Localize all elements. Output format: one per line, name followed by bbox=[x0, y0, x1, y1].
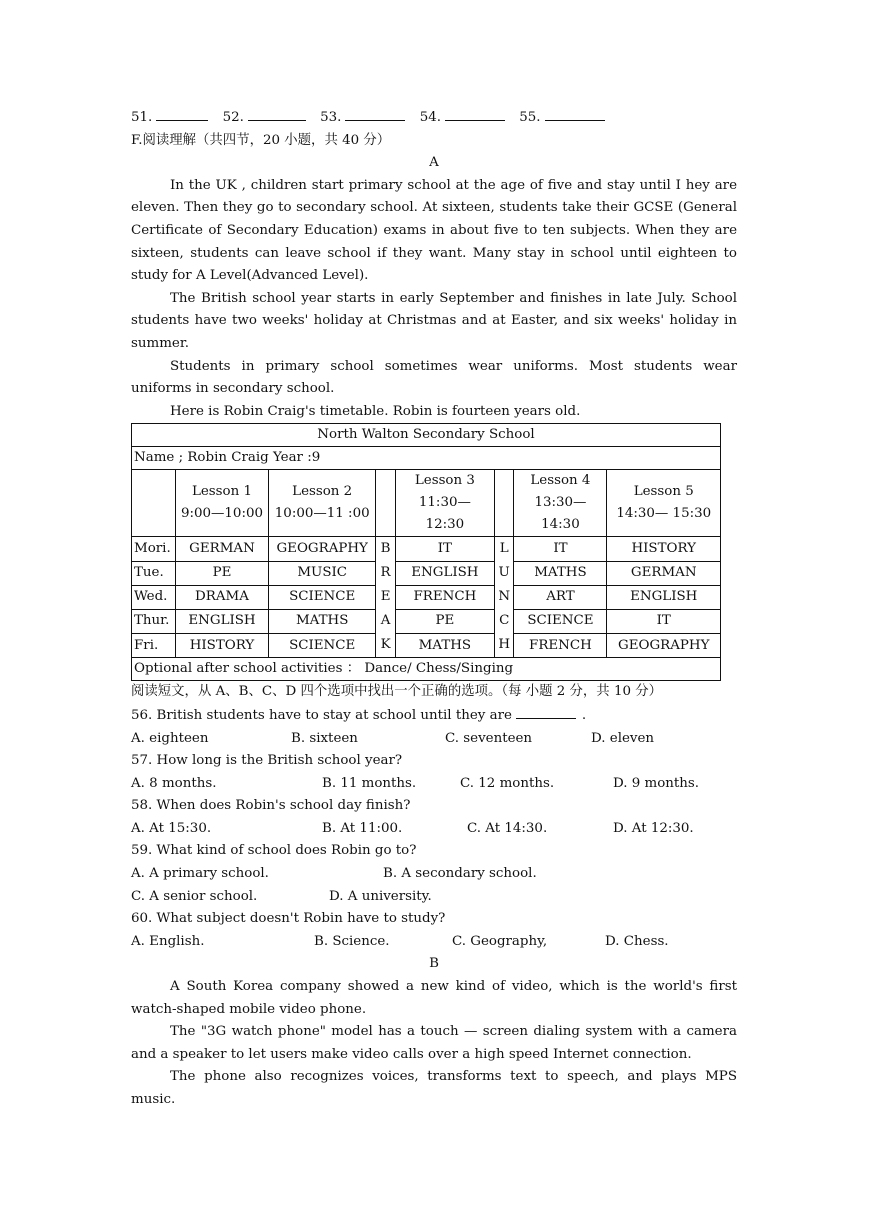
exam-page bbox=[131, 106, 737, 1112]
question-60: 60. What subject doesn't Robin have to study? bbox=[131, 911, 446, 927]
timetable bbox=[131, 423, 721, 681]
passage-b-paragraph-3: The phone also recognizes voices, transforms text to speech, and plays MPS music. bbox=[131, 1069, 737, 1107]
question-60-options: A. English. B. Science. C. Geography, D. Chess. bbox=[131, 933, 669, 949]
blank-51: 51. bbox=[131, 106, 214, 130]
timetable-school: North Walton Secondary School bbox=[132, 424, 721, 447]
lesson-5-header: Lesson 5 14:30— 15:30 bbox=[607, 470, 721, 537]
blank-53: 53. bbox=[320, 106, 411, 130]
question-59-options-1: A. A primary school. B. A secondary school. bbox=[131, 866, 537, 882]
passage-a-paragraph-1: In the UK , children start primary school at the age of five and stay until I hey are eleven. Then they go to secondary school. At sixteen, students take their GCSE (General Certificate of Secondary Education) exams in about five to ten subjects. When they are sixteen, students can leave school if they want. Many stay in school until eighteen to study for A Level(Advanced Level). bbox=[131, 177, 737, 284]
question-59-options-2: C. A senior school. D. A university. bbox=[131, 888, 432, 904]
passage-b-label: B bbox=[429, 956, 439, 972]
question-57: 57. How long is the British school year? bbox=[131, 753, 403, 769]
timetable-row-tue: Tue. PE MUSIC ENGLISH MATHS GERMAN bbox=[132, 561, 721, 585]
question-57-options: A. 8 months. B. 11 months. C. 12 months. D. 9 months. bbox=[131, 775, 700, 791]
blank-54: 54. bbox=[420, 106, 511, 130]
lunch-column: L U N C H bbox=[494, 537, 513, 658]
timetable-optional: Optional after school activities ： Dance/ Chess/Singing bbox=[132, 658, 721, 681]
question-56-options: A. eighteen B. sixteen C. seventeen D. eleven bbox=[131, 730, 655, 746]
question-59: 59. What kind of school does Robin go to? bbox=[131, 843, 417, 859]
timetable-name-line: Name ; Robin Craig Year :9 bbox=[132, 447, 721, 470]
passage-a-paragraph-2: The British school year starts in early September and finishes in late July. School students have two weeks' holiday at Christmas and at Easter, and six weeks' holiday in summer. bbox=[131, 290, 737, 351]
question-58-options: A. At 15:30. B. At 11:00. C. At 14:30. D. At 12:30. bbox=[131, 820, 694, 836]
timetable-header-row bbox=[132, 470, 721, 537]
passage-b-paragraph-2: The "3G watch phone" model has a touch — screen dialing system with a camera and a speaker to let users make video calls over a high speed Internet connection. bbox=[131, 1024, 737, 1062]
passage-b-paragraph-1: A South Korea company showed a new kind of video, which is the world's first watch-shaped mobile video phone. bbox=[131, 979, 737, 1017]
blank-52: 52. bbox=[223, 106, 312, 130]
timetable-row-fri: Fri. HISTORY SCIENCE MATHS FRENCH GEOGRAPHY bbox=[132, 634, 721, 658]
blank-55: 55. bbox=[519, 106, 610, 130]
section-heading: F.阅读理解（共四节，20 小题，共 40 分） bbox=[131, 132, 391, 148]
question-56: 56. British students have to stay at school until they are . bbox=[131, 704, 737, 728]
lesson-2-header: Lesson 2 10:00—11 :00 bbox=[269, 470, 376, 537]
lesson-1-header: Lesson 1 9:00—10:00 bbox=[175, 470, 268, 537]
instruction: 阅读短文，从 A、B、C、D 四个选项中找出一个正确的选项。（每 小题 2 分，共 10 分） bbox=[131, 684, 663, 700]
lesson-3-header: Lesson 3 11:30— 12:30 bbox=[395, 470, 494, 537]
passage-a-paragraph-4: Here is Robin Craig's timetable. Robin is fourteen years old. bbox=[170, 403, 581, 419]
timetable-row-wed: Wed. DRAMA SCIENCE FRENCH ART ENGLISH bbox=[132, 585, 721, 609]
passage-a-label: A bbox=[429, 155, 439, 171]
timetable-row-mon: Mori. GERMAN GEOGRAPHY B R E A K IT L U N C H IT HISTORY bbox=[132, 537, 721, 561]
lesson-4-header: Lesson 4 13:30— 14:30 bbox=[514, 470, 607, 537]
question-58: 58. When does Robin's school day finish? bbox=[131, 798, 411, 814]
passage-a-paragraph-3: Students in primary school sometimes wear uniforms. Most students wear uniforms in secondary school. bbox=[131, 358, 737, 397]
timetable-row-thu: Thur. ENGLISH MATHS PE SCIENCE IT bbox=[132, 609, 721, 633]
fill-blank-row bbox=[131, 106, 737, 130]
break-column: B R E A K bbox=[376, 537, 395, 658]
